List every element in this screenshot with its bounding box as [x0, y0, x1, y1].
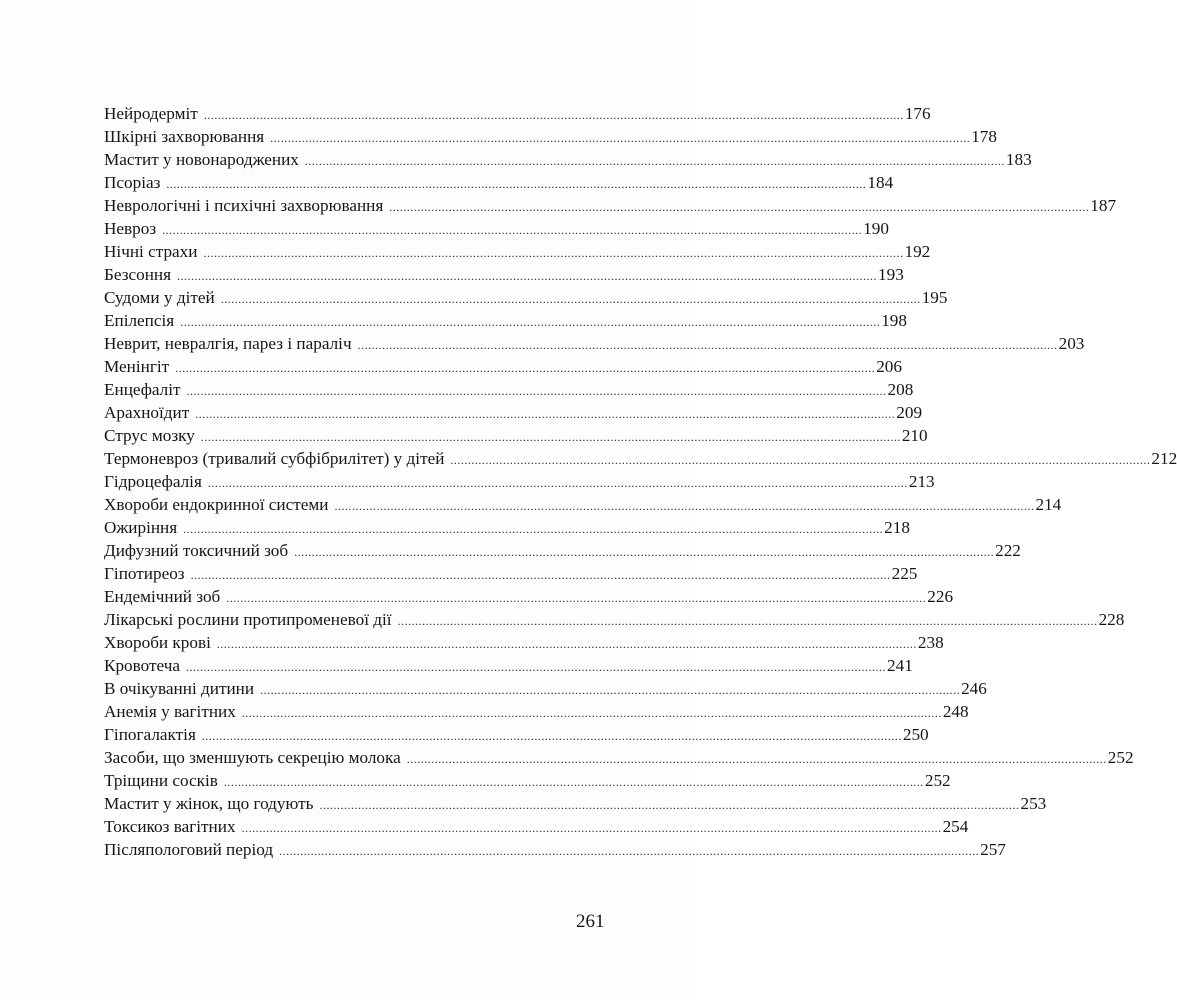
toc-entry-page: 178: [971, 127, 997, 146]
toc-entry-title: Засоби, що зменшують секрецію молока: [104, 748, 401, 767]
toc-entry-title: Невроз: [104, 219, 157, 238]
toc-entry-title: Струс мозку: [104, 426, 195, 445]
dot-leader: ........................................................................................................................................................................................................: [397, 614, 1098, 628]
toc-entry-page: 176: [904, 104, 931, 123]
toc-entry-title: Безсоння: [104, 265, 172, 284]
dot-leader: ........................................................................................................................................................................................................: [203, 246, 904, 260]
dot-leader: ........................................................................................................................................................................................................: [279, 844, 980, 858]
toc-entry-title: Менінгіт: [104, 357, 170, 376]
toc-entry-title: Хвороби ендокринної системи: [104, 495, 329, 514]
dot-leader: ........................................................................................................................................................................................................: [162, 223, 863, 237]
dot-leader: ........................................................................................................................................................................................................: [216, 637, 917, 651]
toc-entry: [104, 286, 948, 309]
toc-entry-title: Нейродерміт: [104, 104, 198, 123]
toc-entry-page: 253: [1020, 794, 1047, 813]
toc-entry: [104, 401, 923, 424]
toc-entry-title: Лікарські рослини протипроменевої дії: [104, 610, 392, 629]
toc-entry: [104, 263, 904, 286]
toc-entry-page: 214: [1035, 495, 1062, 514]
toc-entry-page: 226: [927, 587, 954, 606]
toc-entry-page: 248: [942, 702, 969, 721]
toc-entry: [104, 148, 1032, 171]
toc-entry: [104, 493, 1062, 516]
dot-leader: ........................................................................................................................................................................................................: [186, 384, 887, 398]
toc-entry-page: 193: [878, 265, 904, 284]
toc-entry-title: Мастит у новонароджених: [104, 150, 299, 169]
toc-entry: [104, 309, 907, 332]
dot-leader: ........................................................................................................................................................................................................: [304, 154, 1005, 168]
toc-entry: [104, 240, 931, 263]
toc-entry: [104, 217, 889, 240]
toc-entry: [104, 355, 902, 378]
toc-entry-title: Судоми у дітей: [104, 288, 215, 307]
dot-leader: ........................................................................................................................................................................................................: [207, 476, 908, 490]
toc-entry-title: Тріщини сосків: [104, 771, 218, 790]
dot-leader: ........................................................................................................................................................................................................: [201, 729, 902, 743]
toc-entry-page: 252: [1107, 748, 1134, 767]
dot-leader: ........................................................................................................................................................................................................: [270, 131, 971, 145]
toc-entry-page: 241: [887, 656, 913, 675]
toc-entry: [104, 562, 918, 585]
toc-entry-title: Арахноїдит: [104, 403, 190, 422]
toc-entry: [104, 815, 969, 838]
toc-entry-page: 238: [917, 633, 944, 652]
dot-leader: ........................................................................................................................................................................................................: [186, 660, 887, 674]
toc-entry-title: Анемія у вагітних: [104, 702, 236, 721]
toc-entry-page: 254: [942, 817, 969, 836]
toc-entry-page: 195: [921, 288, 948, 307]
toc-entry-title: Хвороби крові: [104, 633, 211, 652]
toc-entry: [104, 769, 951, 792]
toc-entry-title: Кровотеча: [104, 656, 181, 675]
dot-leader: ........................................................................................................................................................................................................: [241, 706, 942, 720]
toc-entry: [104, 102, 931, 125]
dot-leader: ........................................................................................................................................................................................................: [389, 200, 1090, 214]
dot-leader: ........................................................................................................................................................................................................: [241, 821, 942, 835]
toc-entry-page: 257: [980, 840, 1006, 859]
toc-entry: [104, 516, 910, 539]
dot-leader: ........................................................................................................................................................................................................: [357, 338, 1058, 352]
toc-entry: [104, 746, 1134, 769]
toc-entry: [104, 723, 929, 746]
toc-entry-page: 218: [884, 518, 910, 537]
toc-entry: [104, 585, 954, 608]
toc-entry-title: Гіпотиреоз: [104, 564, 185, 583]
toc-entry-page: 203: [1058, 334, 1085, 353]
dot-leader: ........................................................................................................................................................................................................: [294, 545, 995, 559]
toc-entry-title: Неврит, невралгія, парез і параліч: [104, 334, 352, 353]
toc-entry: [104, 838, 1006, 861]
dot-leader: ........................................................................................................................................................................................................: [175, 361, 876, 375]
toc-entry-title: Псоріаз: [104, 173, 161, 192]
toc-entry-title: Шкірні захворювання: [104, 127, 265, 146]
toc-entry-title: Ендемічний зоб: [104, 587, 221, 606]
dot-leader: ........................................................................................................................................................................................................: [406, 752, 1107, 766]
toc-entry-page: 213: [908, 472, 935, 491]
dot-leader: ........................................................................................................................................................................................................: [220, 292, 921, 306]
toc-entry-page: 250: [902, 725, 929, 744]
dot-leader: ........................................................................................................................................................................................................: [319, 798, 1020, 812]
toc-entry-page: 206: [876, 357, 902, 376]
toc-entry-title: Гіпогалактія: [104, 725, 196, 744]
toc-entry-title: Енцефаліт: [104, 380, 181, 399]
toc-entry: [104, 424, 928, 447]
toc-entry-page: 246: [961, 679, 987, 698]
dot-leader: ........................................................................................................................................................................................................: [190, 568, 891, 582]
toc-entry-title: Дифузний токсичний зоб: [104, 541, 289, 560]
toc-entry-title: В очікуванні дитини: [104, 679, 255, 698]
toc-entry: [104, 378, 914, 401]
dot-leader: ........................................................................................................................................................................................................: [177, 269, 878, 283]
toc-entry: [104, 654, 913, 677]
toc-entry-page: 183: [1005, 150, 1032, 169]
toc-entry: [104, 125, 997, 148]
toc-entry-page: 190: [863, 219, 889, 238]
toc-entry-title: Післяпологовий період: [104, 840, 274, 859]
toc-entry-page: 222: [995, 541, 1021, 560]
dot-leader: ........................................................................................................................................................................................................: [223, 775, 924, 789]
toc-entry: [104, 194, 1117, 217]
toc-entry-title: Токсикоз вагітних: [104, 817, 236, 836]
toc-entry-page: 228: [1098, 610, 1125, 629]
toc-entry-page: 208: [887, 380, 914, 399]
page-number: 261: [576, 911, 605, 932]
toc-entry: [104, 792, 1047, 815]
toc-entry: [104, 447, 1177, 470]
dot-leader: ........................................................................................................................................................................................................: [450, 453, 1151, 467]
toc-entry-title: Гідроцефалія: [104, 472, 202, 491]
toc-entry-page: 192: [904, 242, 931, 261]
toc-entry-title: Неврологічні і психічні захворювання: [104, 196, 384, 215]
toc-entry-page: 210: [901, 426, 928, 445]
toc-entry-page: 209: [896, 403, 923, 422]
toc-entry: [104, 677, 987, 700]
toc-entry-page: 198: [881, 311, 907, 330]
dot-leader: ........................................................................................................................................................................................................: [200, 430, 901, 444]
toc-entry-title: Термоневроз (тривалий субфібрилітет) у дітей: [104, 449, 445, 468]
toc-entry-page: 225: [891, 564, 918, 583]
toc-entry-page: 252: [924, 771, 951, 790]
toc-entry: [104, 608, 1125, 631]
dot-leader: ........................................................................................................................................................................................................: [226, 591, 927, 605]
toc-entry-page: 187: [1090, 196, 1117, 215]
toc-entry-page: 184: [867, 173, 894, 192]
toc-entry-page: 212: [1151, 449, 1177, 468]
toc-entry: [104, 631, 944, 654]
toc-entry: [104, 332, 1085, 355]
toc-entry: [104, 539, 1021, 562]
toc-entry: [104, 171, 894, 194]
dot-leader: ........................................................................................................................................................................................................: [334, 499, 1035, 513]
toc-entry: [104, 700, 969, 723]
toc-entry-title: Нічні страхи: [104, 242, 198, 261]
table-of-contents: [104, 102, 1177, 861]
toc-entry-title: Епілепсія: [104, 311, 175, 330]
toc-entry-title: Ожиріння: [104, 518, 178, 537]
dot-leader: ........................................................................................................................................................................................................: [166, 177, 867, 191]
toc-entry: [104, 470, 935, 493]
toc-entry-title: Мастит у жінок, що годують: [104, 794, 314, 813]
dot-leader: ........................................................................................................................................................................................................: [203, 108, 904, 122]
dot-leader: ........................................................................................................................................................................................................: [180, 315, 881, 329]
dot-leader: ........................................................................................................................................................................................................: [195, 407, 896, 421]
dot-leader: ........................................................................................................................................................................................................: [260, 683, 961, 697]
dot-leader: ........................................................................................................................................................................................................: [183, 522, 884, 536]
